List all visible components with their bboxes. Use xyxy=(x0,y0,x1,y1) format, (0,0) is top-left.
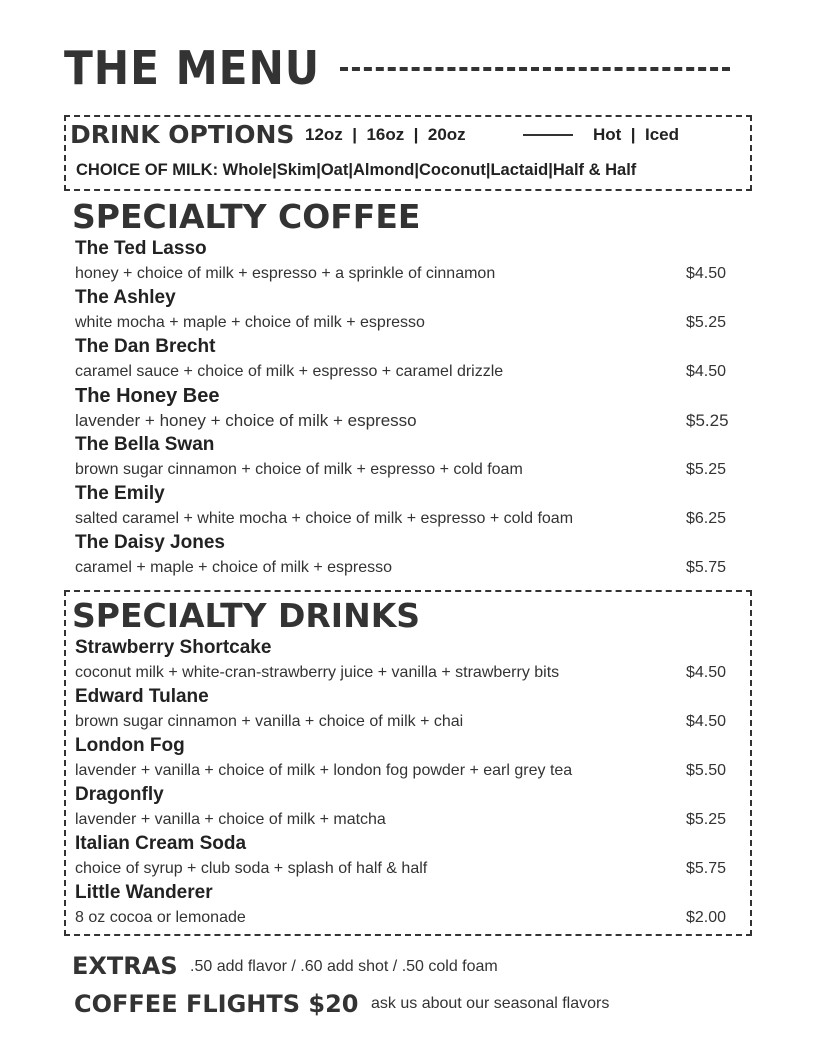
menu-item-price: $5.75 xyxy=(686,559,727,576)
menu-item-description: lavender + vanilla + choice of milk + matcha xyxy=(75,811,386,828)
menu-item-price: $5.25 xyxy=(686,411,729,430)
menu-item-price: $6.25 xyxy=(686,510,727,527)
menu-item-name: The Bella Swan xyxy=(75,434,215,455)
menu-item-description: brown sugar cinnamon + vanilla + choice of milk + chai xyxy=(75,713,464,730)
menu-item-name: The Dan Brecht xyxy=(75,336,216,357)
menu-item-price: $5.25 xyxy=(686,314,727,331)
menu-item-description: caramel + maple + choice of milk + espresso xyxy=(75,559,393,576)
menu-item-description: caramel sauce + choice of milk + espresso + caramel drizzle xyxy=(75,363,504,380)
menu-item-price: $5.25 xyxy=(686,811,727,828)
menu-item-description: lavender + vanilla + choice of milk + london fog powder + earl grey tea xyxy=(75,762,573,779)
menu-item-description: choice of syrup + club soda + splash of half & half xyxy=(75,860,428,877)
menu-item-price: $2.00 xyxy=(686,909,727,926)
menu-item-price: $4.50 xyxy=(686,265,727,282)
menu-item-name: Italian Cream Soda xyxy=(75,833,247,854)
drink-options-heading: DRINK OPTIONS xyxy=(70,120,295,149)
menu-item-description: salted caramel + white mocha + choice of milk + espresso + cold foam xyxy=(75,510,574,527)
menu-item-name: The Emily xyxy=(75,483,165,504)
coffee-flights-heading: COFFEE FLIGHTS $20 xyxy=(74,990,359,1018)
title-divider xyxy=(340,67,730,71)
coffee-flights-text: ask us about our seasonal flavors xyxy=(371,995,610,1012)
menu-item-description: coconut milk + white-cran-strawberry juice + vanilla + strawberry bits xyxy=(75,664,560,681)
menu-item-name: The Ashley xyxy=(75,287,176,308)
menu-item-name: Strawberry Shortcake xyxy=(75,637,272,658)
milk-options: CHOICE OF MILK: Whole|Skim|Oat|Almond|Coconut|Lactaid|Half & Half xyxy=(76,161,637,179)
menu-item-description: brown sugar cinnamon + choice of milk + espresso + cold foam xyxy=(75,461,523,478)
menu-item-name: Little Wanderer xyxy=(75,882,213,903)
menu-item-name: The Ted Lasso xyxy=(75,238,207,259)
menu-item-description: 8 oz cocoa or lemonade xyxy=(75,909,246,926)
menu-item-price: $5.75 xyxy=(686,860,727,877)
size-options: 12oz | 16oz | 20oz xyxy=(305,125,466,144)
specialty-drinks-heading: SPECIALTY DRINKS xyxy=(72,596,421,635)
menu-item-description: lavender + honey + choice of milk + espresso xyxy=(75,411,417,430)
temperature-options: Hot | Iced xyxy=(593,125,679,144)
specialty-coffee-heading: SPECIALTY COFFEE xyxy=(72,197,421,236)
menu-item-price: $5.50 xyxy=(686,762,727,779)
extras-text: .50 add flavor / .60 add shot / .50 cold foam xyxy=(190,958,498,975)
menu-item-description: honey + choice of milk + espresso + a sprinkle of cinnamon xyxy=(75,265,496,282)
extras-heading: EXTRAS xyxy=(72,952,178,980)
menu-item-price: $4.50 xyxy=(686,363,727,380)
menu-item-price: $4.50 xyxy=(686,664,727,681)
menu-item-price: $4.50 xyxy=(686,713,727,730)
menu-item-name: London Fog xyxy=(75,735,185,756)
options-divider xyxy=(523,134,573,136)
menu-item-name: The Daisy Jones xyxy=(75,532,225,553)
menu-item-name: The Honey Bee xyxy=(75,385,220,407)
menu-item-price: $5.25 xyxy=(686,461,727,478)
menu-item-name: Dragonfly xyxy=(75,784,164,805)
page-title: THE MENU xyxy=(64,41,321,95)
menu-item-name: Edward Tulane xyxy=(75,686,209,707)
menu-item-description: white mocha + maple + choice of milk + espresso xyxy=(75,314,425,331)
